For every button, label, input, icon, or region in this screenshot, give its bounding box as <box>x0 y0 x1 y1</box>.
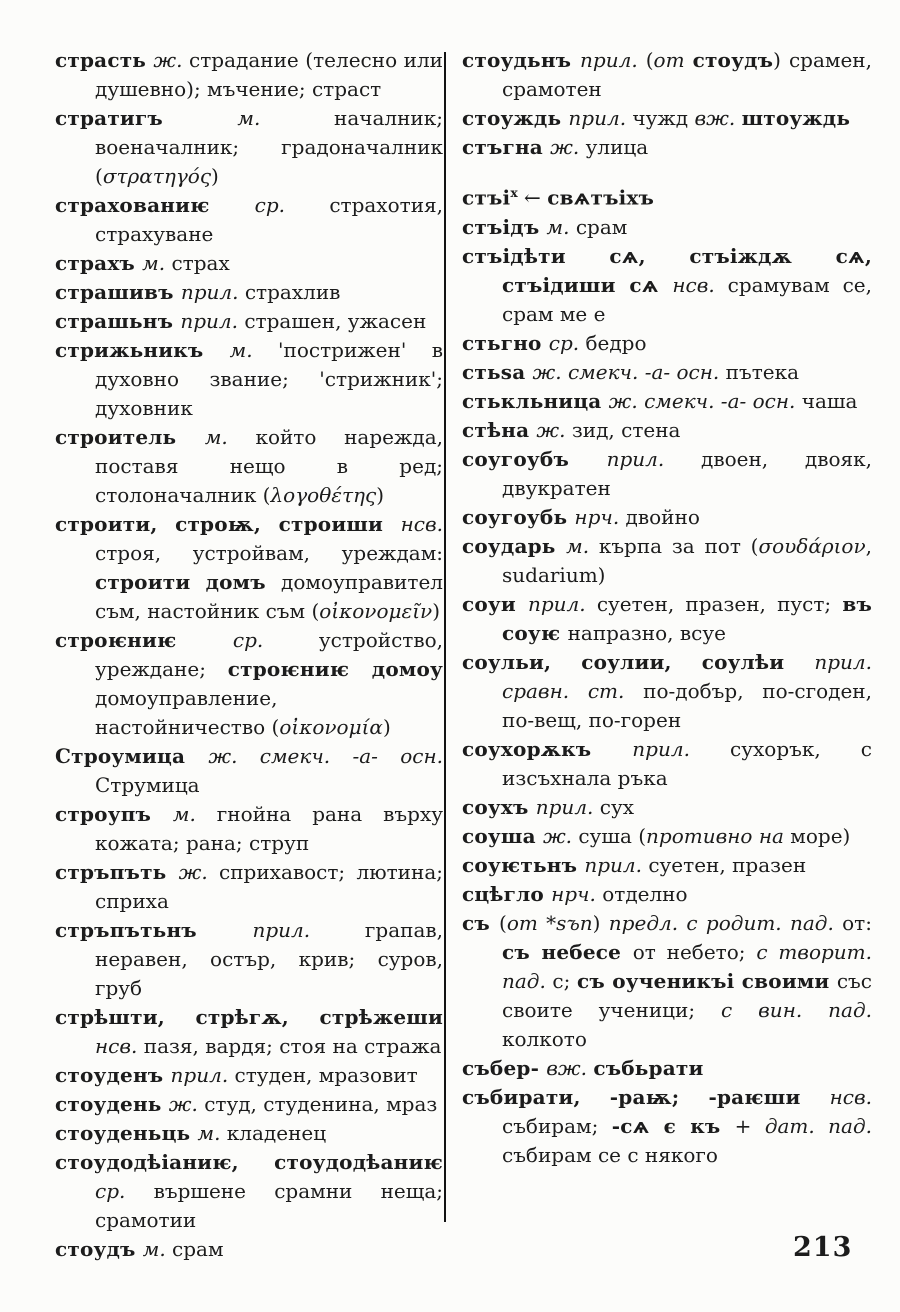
headword: соуѥтьнъ <box>462 852 585 877</box>
dictionary-entry <box>462 46 872 104</box>
definition-text: събирам; <box>502 1113 612 1138</box>
definition-text: , sudarium) <box>502 533 872 587</box>
definition-text: устройство, уреждане; <box>95 628 443 681</box>
definition-text: със своите ученици; <box>502 968 872 1022</box>
greek-gloss: στρατηγός <box>102 164 212 188</box>
definition-text: началник; военачалник; градоначалник ( <box>95 106 443 188</box>
definition-text: гнойна рана върху кожата; рана; струп <box>95 802 444 855</box>
headword: въ соуѥ <box>502 591 873 645</box>
definition-text: двойно <box>625 504 700 529</box>
dictionary-entry <box>55 858 443 916</box>
grammar-label: ж. <box>550 135 586 159</box>
headword: соударь <box>462 533 567 558</box>
definition-text: ( <box>499 910 507 935</box>
grammar-label: прил. <box>180 309 245 333</box>
grammar-label: ж. смекч. -а- осн. <box>608 388 802 413</box>
definition-text: Струмица <box>95 773 200 797</box>
definition-text: чужд <box>632 106 695 130</box>
headword: соуша <box>462 823 543 848</box>
headword: събьрати <box>593 1055 704 1080</box>
headword: стъідъ <box>462 214 547 239</box>
definition-text: море) <box>790 823 851 848</box>
dictionary-entry <box>55 191 443 249</box>
definition-text: грапав, неравен, остър, крив; суров, груб <box>95 918 443 1000</box>
definition-text: ) <box>376 483 385 507</box>
grammar-label: м. <box>172 802 217 826</box>
definition-text: студ, студенина, мраз <box>204 1092 438 1116</box>
headword: стрижьникъ <box>55 338 230 362</box>
headword: -сѧ є къ <box>611 1113 735 1138</box>
headword: съ небесе <box>502 939 633 964</box>
definition-text: домоуправление, настойничество ( <box>95 686 280 739</box>
grammar-label: ср. <box>95 1179 154 1203</box>
definition-text: бедро <box>585 330 647 355</box>
headword: стоудьнъ <box>462 48 581 72</box>
definition-text: чаша <box>801 388 858 413</box>
page-number: 213 <box>793 1232 853 1263</box>
definition-text: ) срамен, срамотен <box>502 48 872 101</box>
headword: соугоубь <box>462 504 575 529</box>
dictionary-entry <box>462 1054 872 1083</box>
headword: събер- <box>462 1055 547 1080</box>
headword: стрѣшти, стрѣгѫ, стрѣжеши <box>55 1005 443 1029</box>
definition-text: улица <box>585 135 649 159</box>
definition-text: ) <box>432 599 441 623</box>
dictionary-entry <box>55 742 443 800</box>
grammar-label: прил. <box>535 794 600 819</box>
definition-text: + <box>734 1113 765 1138</box>
headword: стръпъть <box>55 860 179 884</box>
definition-text: 'пострижен' в духовно звание; 'стрижник'; духовник <box>95 338 443 420</box>
dictionary-entry <box>55 800 443 858</box>
text-column-right <box>462 46 872 1170</box>
grammar-label: ж. <box>168 1092 205 1116</box>
dictionary-entry <box>462 793 872 822</box>
grammar-label: противно на <box>646 823 791 848</box>
definition-text: сух <box>599 794 635 819</box>
dictionary-entry <box>55 916 443 1003</box>
headword: строити домъ <box>95 570 282 594</box>
grammar-label: от *sъn <box>506 910 593 935</box>
dictionary-entry <box>55 626 443 742</box>
grammar-label: м. <box>237 106 334 130</box>
definition-text: срам <box>575 214 628 239</box>
grammar-label: прил. <box>527 591 597 616</box>
definition-text: кърпа за пот ( <box>598 533 759 558</box>
definition-text: пазя, вардя; стоя на стража <box>143 1034 442 1058</box>
grammar-label: нсв. <box>672 272 728 297</box>
text-column-left <box>55 46 443 1264</box>
dictionary-entry <box>462 387 872 416</box>
dictionary-entry <box>462 909 872 1054</box>
grammar-label: м. <box>204 425 256 449</box>
definition-text: страхлив <box>244 280 341 304</box>
definition-text: пътека <box>725 359 800 384</box>
grammar-label: ср. <box>232 628 319 652</box>
grammar-label: прил. <box>252 918 365 942</box>
dictionary-entry <box>462 532 872 590</box>
grammar-label: дат. пад. <box>764 1113 872 1138</box>
headword: стоудень <box>55 1092 169 1116</box>
greek-gloss: λογοθέτης <box>270 483 377 507</box>
dictionary-entry <box>462 213 872 242</box>
grammar-label: с творит. пад. <box>502 939 872 993</box>
headword: стъгна <box>462 135 551 159</box>
dictionary-entry <box>55 1090 443 1119</box>
headword: страшивъ <box>55 280 181 304</box>
definition-text: домоуправител съм, настойник съм ( <box>95 570 443 623</box>
dictionary-entry <box>462 822 872 851</box>
headword: стоуждь <box>462 106 569 130</box>
grammar-label: предл. с родит. пад. <box>608 910 843 935</box>
dictionary-entry <box>55 1119 443 1148</box>
headword: стьѕа <box>462 359 533 384</box>
dictionary-entry <box>55 1235 443 1264</box>
grammar-label: м. <box>566 533 599 558</box>
grammar-label: прил. <box>606 446 701 471</box>
grammar-label: с вин. пад. <box>721 997 872 1022</box>
dictionary-entry <box>55 46 443 104</box>
headword: соугоубъ <box>462 446 607 471</box>
grammar-label: ж. смекч. -а- осн. <box>532 359 726 384</box>
definition-text: събирам се с някого <box>502 1142 718 1167</box>
definition-text: напразно, всуе <box>567 620 726 645</box>
grammar-label: ж. <box>542 823 579 848</box>
definition-text: ) <box>211 164 219 188</box>
definition-text: суша ( <box>578 823 647 848</box>
grammar-label: м. <box>142 1237 173 1261</box>
headword: штоуждь <box>741 106 851 130</box>
headword: строѥниѥ домоу <box>227 657 443 681</box>
dictionary-entry <box>462 1083 872 1170</box>
headword: сцѣгло <box>462 881 552 906</box>
definition-text: зид, стена <box>571 417 681 442</box>
grammar-label: прил. сравн. ст. <box>502 649 872 703</box>
headword: стькльница <box>462 388 609 413</box>
grammar-label: ж. <box>153 48 190 72</box>
definition-text: кладенец <box>226 1121 327 1145</box>
definition-text: срам <box>172 1237 224 1261</box>
dictionary-entry <box>462 329 872 358</box>
definition-text: ) <box>382 715 391 739</box>
headword: соухорѫкъ <box>462 736 633 761</box>
dictionary-entry <box>462 104 872 133</box>
dictionary-entry <box>462 648 872 735</box>
definition-text: с; <box>552 968 577 993</box>
headword: страшьнъ <box>55 309 181 333</box>
dictionary-entry <box>462 178 872 213</box>
headword: свѧтъіхъ <box>547 185 655 210</box>
grammar-label: нрч. <box>574 504 626 529</box>
grammar-label: нсв. <box>400 512 443 536</box>
headword: стьгно <box>462 330 549 355</box>
grammar-label: прил. <box>568 106 633 130</box>
headword: страсть <box>55 48 154 72</box>
headword: съ оученикъі своими <box>576 968 837 993</box>
grammar-label: от <box>653 48 693 72</box>
definition-text: ← <box>517 185 548 210</box>
definition-text: страшен, ужасен <box>244 309 427 333</box>
dictionary-entry <box>462 503 872 532</box>
definition-text: сприхавост; лютина; сприха <box>95 860 443 913</box>
grammar-label: нсв. <box>95 1034 144 1058</box>
grammar-label: м. <box>197 1121 227 1145</box>
grammar-label: м. <box>142 251 172 275</box>
definition-text: ( <box>645 48 654 72</box>
grammar-label: ж. смекч. -а- осн. <box>208 744 443 768</box>
dictionary-entry <box>55 307 443 336</box>
grammar-label: ж. <box>536 417 572 442</box>
dictionary-entry <box>462 851 872 880</box>
headword: страхованиѥ <box>55 193 255 217</box>
column-divider <box>444 52 446 1222</box>
dictionary-entry <box>55 278 443 307</box>
grammar-label: м. <box>546 214 576 239</box>
dictionary-entry <box>462 590 872 648</box>
definition-text: строя, устройвам, уреждам: <box>95 541 443 565</box>
dictionary-entry <box>55 1148 443 1235</box>
headword: соуи <box>462 591 528 616</box>
definition-text: страхотия, страхуване <box>95 193 443 246</box>
definition-text: срамувам се, срам ме е <box>502 272 872 326</box>
definition-text: студен, мразовит <box>234 1063 418 1087</box>
dictionary-entry <box>462 735 872 793</box>
definition-text: колкото <box>502 1026 587 1051</box>
grammar-label: вж. <box>546 1055 594 1080</box>
headword: строупъ <box>55 802 173 826</box>
headword: стѣна <box>462 417 537 442</box>
headword: съ <box>462 910 500 935</box>
dictionary-entry <box>462 242 872 329</box>
dictionary-entry <box>462 445 872 503</box>
dictionary-entry <box>55 1003 443 1061</box>
definition-text: вършене срамни неща; срамотии <box>95 1179 443 1232</box>
dictionary-entry <box>462 416 872 445</box>
grammar-label: прил. <box>180 280 245 304</box>
definition-text: страдание (телесно или душевно); мъчение; страст <box>95 48 443 101</box>
dictionary-entry <box>55 249 443 278</box>
headword: соухъ <box>462 794 536 819</box>
grammar-label: м. <box>229 338 278 362</box>
grammar-label: ж. <box>178 860 219 884</box>
greek-gloss: οἰκονομεῖν <box>319 599 433 623</box>
definition-text: по-добър, по-сгоден, по-вещ, по-горен <box>502 678 872 732</box>
headword: стъі <box>462 185 511 210</box>
greek-gloss: σουδάριον <box>758 533 866 558</box>
definition-text: ) <box>592 910 609 935</box>
definition-text: който нарежда, поставя нещо в ред; столоначалник ( <box>95 425 443 507</box>
headword: стоуденъ <box>55 1063 171 1087</box>
grammar-label: прил. <box>580 48 646 72</box>
headword: Строумица <box>55 744 209 768</box>
grammar-label: прил. <box>632 736 731 761</box>
headword: стоудъ <box>55 1237 143 1261</box>
dictionary-entry <box>55 104 443 191</box>
grammar-label: вж. <box>694 106 742 130</box>
definition-text: суетен, празен, пуст; <box>596 591 843 616</box>
definition-text: отделно <box>602 881 688 906</box>
headword: стоудодѣіаниѥ, стоудодѣаниѥ <box>55 1150 443 1174</box>
headword: стоуденьць <box>55 1121 198 1145</box>
grammar-label: нрч. <box>551 881 603 906</box>
dictionary-entry <box>55 1061 443 1090</box>
headword: соульи, соулии, соулѣи <box>462 649 815 674</box>
dictionary-entry <box>462 880 872 909</box>
headword: стоудъ <box>692 48 774 72</box>
dictionary-entry <box>462 133 872 162</box>
definition-text: двоен, двояк, двукратен <box>502 446 872 500</box>
definition-text: от небето; <box>632 939 757 964</box>
greek-gloss: οἰκονομία <box>279 715 383 739</box>
definition-text: от: <box>842 910 872 935</box>
superscript-mark: х <box>510 185 518 200</box>
headword: строити, строѭ, строиши <box>55 512 401 536</box>
headword: събирати, -раѭ; -раѥши <box>462 1084 830 1109</box>
headword: стръпътьнъ <box>55 918 253 942</box>
dictionary-entry <box>462 358 872 387</box>
definition-text: страх <box>171 251 230 275</box>
headword: стъідѣти сѧ, стъіждѫ сѧ, стъідиши сѧ <box>462 243 872 297</box>
grammar-label: нсв. <box>829 1084 872 1109</box>
dictionary-entry <box>55 423 443 510</box>
grammar-label: прил. <box>170 1063 235 1087</box>
grammar-label: ср. <box>548 330 586 355</box>
definition-text: сухорък, с изсъхнала ръка <box>502 736 873 790</box>
grammar-label: ср. <box>254 193 330 217</box>
grammar-label: прил. <box>584 852 649 877</box>
headword: строѥниѥ <box>55 628 233 652</box>
dictionary-entry <box>55 510 443 626</box>
definition-text: суетен, празен <box>648 852 807 877</box>
dictionary-entry <box>55 336 443 423</box>
headword: страхъ <box>55 251 143 275</box>
headword: стратигъ <box>55 106 238 130</box>
headword: строитель <box>55 425 205 449</box>
